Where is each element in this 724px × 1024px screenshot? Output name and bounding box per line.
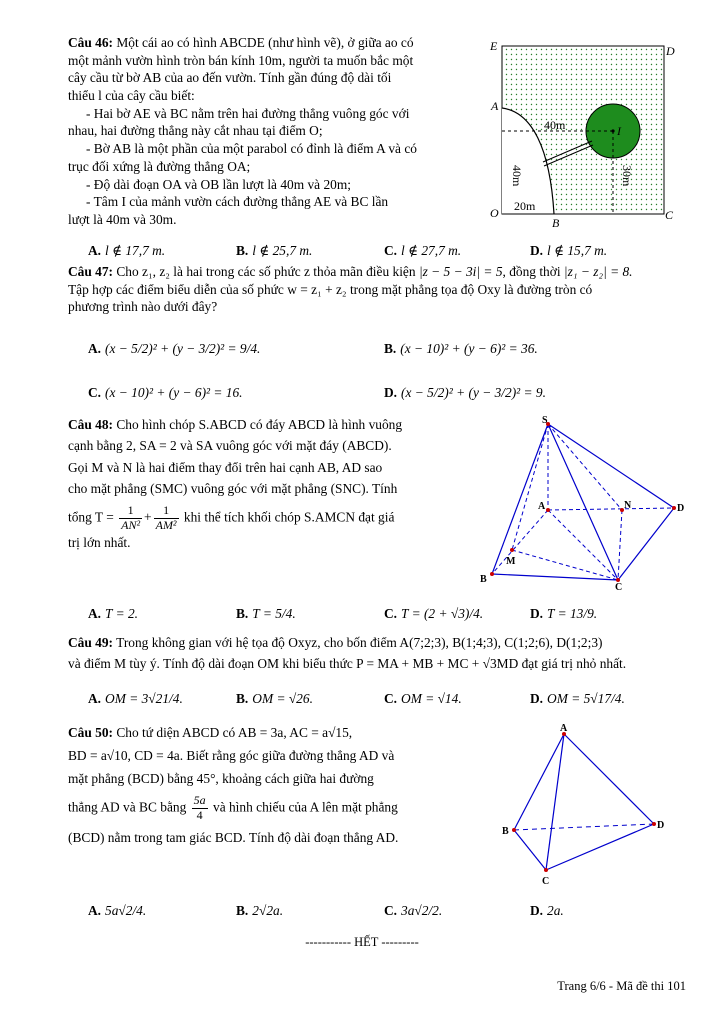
- question-48-line: Gọi M và N là hai điểm thay đổi trên hai cạnh AB, AD sao: [68, 459, 383, 475]
- question-46-line: - Tâm I của mảnh vườn cách đường thẳng AE và BC lần: [86, 194, 389, 210]
- question-46-line: - Hai bờ AE và BC nằm trên hai đường thẳng vuông góc với: [86, 105, 410, 121]
- question-46-line: - Bờ AB là một phần của một parabol có đỉnh là điểm A và có: [86, 141, 417, 157]
- option-text: T = 5/4.: [252, 606, 296, 621]
- option-text: l ∉ 27,7 m.: [401, 243, 462, 258]
- option-text: T = 13/9.: [547, 606, 598, 621]
- fraction-5a-over-4: $\frac{5a}{4}$: [193, 793, 206, 823]
- edge-BC: [492, 574, 618, 580]
- option-text: 2√2a.: [252, 903, 284, 918]
- question-50-line: [68, 794, 466, 823]
- question-46-line: - Độ dài đoạn OA và OB lần lượt là 40m và 20m;: [86, 176, 352, 192]
- q46-option-a[interactable]: [88, 242, 165, 260]
- question-50-text: Cho tứ diện ABCD có AB = 3a, AC = a√15,: [116, 725, 353, 740]
- option-text: 2a.: [547, 903, 564, 918]
- q49-option-a[interactable]: [88, 690, 183, 708]
- figure-46-pond-diagram: [480, 38, 690, 230]
- question-47-text: Cho z₁, z₂ là hai trong các số phức z thỏa mãn điều kiện: [116, 264, 416, 279]
- label-D: D: [677, 503, 685, 514]
- option-text: (x − 10)² + (y − 6)² = 36.: [400, 341, 538, 356]
- question-46-text: Một cái ao có hình ABCDE (như hình vẽ), ở giữa ao có: [116, 35, 414, 50]
- option-text: (x − 5/2)² + (y − 3/2)² = 9/4.: [105, 341, 261, 356]
- option-text: OM = 5√17/4.: [547, 691, 625, 706]
- option-letter: A.: [88, 341, 102, 356]
- q48-option-d[interactable]: [530, 605, 597, 623]
- option-letter: D.: [530, 691, 544, 706]
- question-46-line: nhau, hai đường thẳng này cắt nhau tại điểm O;: [68, 123, 323, 139]
- option-letter: B.: [236, 903, 249, 918]
- edge-SB: [492, 424, 548, 574]
- q50-option-b[interactable]: [236, 902, 283, 920]
- q47-option-a[interactable]: [88, 340, 260, 358]
- option-letter: A.: [88, 606, 102, 621]
- figure-48-pyramid: [478, 414, 690, 590]
- label-I: I: [617, 124, 621, 138]
- question-46-line: [68, 34, 450, 52]
- option-letter: B.: [384, 341, 397, 356]
- fraction-1-over-AM2: $\frac{1}{\text{AM²}}$: [155, 502, 177, 532]
- edge-AB: [514, 734, 564, 830]
- page-footer: Trang 6/6 - Mã đề thi 101: [557, 979, 686, 993]
- question-49-line: [68, 633, 692, 654]
- question-50-line: (BCD) nằm trong tam giác BCD. Tính độ dài đoạn thẳng AD.: [68, 829, 399, 845]
- question-47-line: [68, 263, 692, 281]
- label-C: C: [542, 876, 550, 887]
- q47-option-b[interactable]: [384, 340, 538, 358]
- question-48-text: khi thể tích khối chóp S.AMCN đạt giá: [183, 509, 395, 525]
- option-text: l ∉ 15,7 m.: [547, 243, 608, 258]
- label-A: A: [491, 99, 499, 113]
- option-letter: D.: [530, 903, 544, 918]
- label-40m-vertical: 40m: [510, 165, 524, 187]
- question-48-label: Câu 48:: [68, 417, 114, 432]
- option-text: T = (2 + √3)/4.: [401, 606, 484, 621]
- label-20m: 20m: [514, 199, 536, 213]
- label-C: C: [615, 582, 623, 590]
- edge-AD: [564, 734, 654, 824]
- q50-option-d[interactable]: [530, 902, 564, 920]
- q47-option-d[interactable]: [384, 384, 546, 402]
- option-text: l ∉ 25,7 m.: [252, 243, 313, 258]
- question-50-line: mặt phẳng (BCD) bằng 45°, khoảng cách giữa hai đường: [68, 770, 374, 786]
- label-M: M: [506, 556, 516, 567]
- label-D: D: [666, 44, 675, 58]
- question-49-line: và điểm M tùy ý. Tính độ dài đoạn OM khi biểu thức P = MA + MB + MC + √3MD đạt giá trị nhỏ nhất.: [68, 655, 627, 671]
- point-D: [672, 506, 676, 510]
- option-text: OM = √14.: [401, 691, 462, 706]
- question-46-line: thiểu l của cây cầu biết:: [68, 88, 195, 104]
- question-50-text: thẳng AD và BC bằng: [68, 799, 187, 815]
- label-C: C: [665, 208, 674, 222]
- option-text: (x − 10)² + (y − 6)² = 16.: [105, 385, 243, 400]
- question-50-line: BD = a√10, CD = 4a. Biết rằng góc giữa đường thẳng AD và: [68, 747, 395, 763]
- option-letter: C.: [384, 691, 398, 706]
- q48-option-b[interactable]: [236, 605, 296, 623]
- question-49: [68, 633, 692, 675]
- edge-CD: [546, 824, 654, 870]
- q49-option-b[interactable]: [236, 690, 313, 708]
- option-letter: D.: [384, 385, 398, 400]
- question-48-line: cho mặt phẳng (SMC) vuông góc với mặt phẳng (SNC). Tính: [68, 481, 398, 497]
- question-46-line: lượt là 40m và 30m.: [68, 211, 177, 227]
- q48-option-c[interactable]: [384, 605, 483, 623]
- question-48-line: cạnh bằng 2, SA = 2 và SA vuông góc với mặt đáy (ABCD).: [68, 438, 392, 454]
- q46-option-d[interactable]: [530, 242, 607, 260]
- question-46-line: một mảnh vườn hình tròn bán kính 10m, người ta muốn bắc một: [68, 52, 414, 68]
- label-B: B: [480, 574, 487, 585]
- question-47-line: Tập hợp các điểm biểu diễn của số phức w = z₁ + z₂ trong mặt phẳng tọa độ Oxy là đường tròn có: [68, 281, 593, 297]
- edge-NC: [618, 510, 622, 580]
- question-48: [68, 414, 440, 554]
- label-30m: 30m: [620, 165, 634, 187]
- fraction-1-over-AN2: $\frac{1}{\text{AN²}}$: [121, 502, 141, 532]
- option-letter: C.: [384, 243, 398, 258]
- option-letter: D.: [530, 243, 544, 258]
- q50-option-c[interactable]: [384, 902, 442, 920]
- question-50-line: [68, 722, 466, 745]
- point-A: [546, 508, 550, 512]
- question-46-line: cây cầu từ bờ AB của ao đến vườn. Tính gần đúng độ dài tối: [68, 70, 392, 86]
- question-48-line: tổng T = $\frac{1}{\text{AN²}}$ + $\frac{1}{\text{AM²}}$ khi thể tích khối chóp S.AMCN đạt giá: [68, 502, 395, 532]
- option-letter: B.: [236, 606, 249, 621]
- question-50-label: Câu 50:: [68, 725, 114, 740]
- label-D: D: [657, 820, 665, 831]
- label-N: N: [624, 500, 632, 511]
- point-B: [512, 828, 516, 832]
- question-48-line: [68, 414, 440, 435]
- option-text: 3a√2/2.: [401, 903, 443, 918]
- question-50-text: và hình chiếu của A lên mặt phẳng: [213, 799, 398, 815]
- label-B: B: [502, 826, 509, 837]
- point-M: [510, 548, 514, 552]
- option-letter: B.: [236, 243, 249, 258]
- q49-option-d[interactable]: [530, 690, 625, 708]
- option-letter: A.: [88, 691, 102, 706]
- label-E: E: [490, 39, 498, 53]
- option-letter: C.: [384, 606, 398, 621]
- option-letter: D.: [530, 606, 544, 621]
- question-48-line: trị lớn nhất.: [68, 535, 131, 551]
- label-O: O: [490, 206, 499, 220]
- option-text: 5a√2/4.: [105, 903, 147, 918]
- question-46-label: Câu 46:: [68, 35, 114, 50]
- question-49-text: Trong không gian với hệ tọa độ Oxyz, cho bốn điểm A(7;2;3), B(1;4;3), C(1;2;6), D(1;2;3): [116, 635, 603, 650]
- question-47-condition: |z₁ − z₂| = 8.: [563, 264, 633, 279]
- option-letter: A.: [88, 243, 102, 258]
- edge-SN: [548, 424, 622, 510]
- label-A: A: [560, 723, 568, 734]
- option-letter: C.: [88, 385, 102, 400]
- question-47-line: phương trình nào dưới đây?: [68, 299, 218, 315]
- q46-option-b[interactable]: [236, 242, 312, 260]
- option-text: l ∉ 17,7 m.: [105, 243, 166, 258]
- option-text: (x − 5/2)² + (y − 3/2)² = 9.: [401, 385, 546, 400]
- question-46: [68, 34, 450, 229]
- option-letter: B.: [236, 691, 249, 706]
- end-marker: ----------- HẾT ---------: [305, 935, 419, 949]
- question-48-text: tổng T =: [68, 509, 114, 525]
- option-letter: C.: [384, 903, 398, 918]
- option-text: OM = 3√21/4.: [105, 691, 183, 706]
- edge-AC: [546, 734, 564, 870]
- figure-50-tetrahedron: [500, 722, 676, 888]
- edge-BD: [514, 824, 654, 830]
- q47-option-c[interactable]: [88, 384, 243, 402]
- option-letter: A.: [88, 903, 102, 918]
- point-I: [611, 129, 614, 132]
- question-48-text: Cho hình chóp S.ABCD có đáy ABCD là hình vuông: [116, 417, 403, 432]
- edge-AB: [492, 510, 548, 574]
- question-47: [68, 263, 692, 316]
- q50-option-a[interactable]: [88, 902, 146, 920]
- question-47-text: , đồng thời: [502, 264, 561, 279]
- q48-option-a[interactable]: [88, 605, 138, 623]
- question-50: [68, 722, 466, 850]
- label-S: S: [542, 415, 548, 426]
- question-47-condition: |z − 5 − 3i| = 5: [418, 264, 503, 279]
- q46-option-c[interactable]: [384, 242, 461, 260]
- edge-SM: [512, 424, 548, 550]
- edge-AD: [548, 508, 674, 510]
- option-text: T = 2.: [105, 606, 139, 621]
- point-D: [652, 822, 656, 826]
- edge-CD: [618, 508, 674, 580]
- option-text: OM = √26.: [252, 691, 313, 706]
- q49-option-c[interactable]: [384, 690, 462, 708]
- question-47-label: Câu 47:: [68, 264, 114, 279]
- edge-AC: [548, 510, 618, 580]
- point-C: [544, 868, 548, 872]
- label-B: B: [552, 216, 560, 230]
- label-40m-horizontal: 40m: [544, 118, 566, 132]
- question-46-line: trục đối xứng là đường thẳng OA;: [68, 158, 251, 174]
- question-49-label: Câu 49:: [68, 635, 114, 650]
- label-A: A: [538, 501, 546, 512]
- edge-BC: [514, 830, 546, 870]
- point-B: [490, 572, 494, 576]
